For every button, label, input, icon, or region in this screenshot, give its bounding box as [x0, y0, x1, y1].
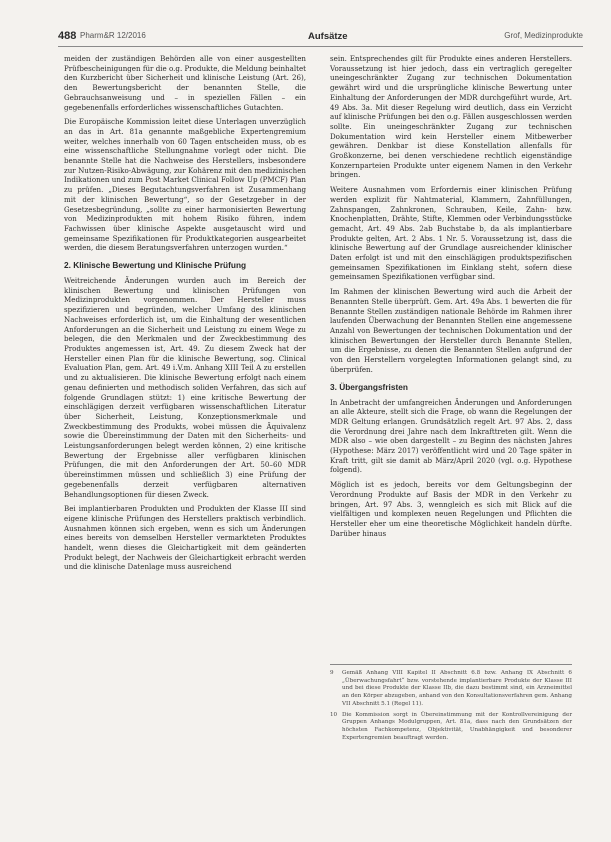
left-column — [64, 54, 306, 577]
journal-issue: Pharm&R 12/2016 — [80, 31, 146, 40]
footnote — [330, 670, 572, 709]
paragraph: sein. Entsprechendes gilt für Produkte eines anderen Herstellers. Voraussetzung ist hier jedoch, dass ein vertraglich geregelter uneingeschränkter Zugang zur technischen Dokumentation gewährt wird und die ursprüngliche klinische Bewertung unter Einhaltung der Anforderungen der MDR durchgeführt wurde, Art. 49 Abs. 3a. Mit dieser Regelung wird deutlich, dass ein Verzicht auf klinische Prüfungen bei den o.g. Fällen ausgeschlossen werden sollte. Ein uneingeschränkter Zugang zur technischen Dokumentation wird kein Hersteller einem Mitbewerber gewähren. Denkbar ist diese Konstellation allenfalls für Großkonzerne, bei denen verschiedene rechtlich eigenständige Konzernparteien Produkte unter eigenem Namen in den Verkehr bringen. — [330, 54, 572, 180]
page-header — [58, 30, 583, 47]
paragraph: Im Rahmen der klinischen Bewertung wird auch die Arbeit der Benannten Stelle überprüft. Gem. Art. 49a Abs. 1 bewerten die für Benannte Stellen zuständigen nationale Behörde im Rahmen ihrer laufenden Überwachung der Benannten Stellen eine angemessene Anzahl von Bewertungen der technischen Dokumentation und der klinischen Bewertungen der Hersteller durch Benannte Stellen, um die Ergebnisse, zu denen die Benannten Stellen aufgrund der von den Herstellern vorgelegten Informationen gelangt sind, zu überprüfen. — [330, 287, 572, 374]
footnote — [330, 712, 572, 743]
footnote-number: 10 — [330, 711, 338, 718]
footnote-number: 9 — [330, 670, 334, 676]
page-number: 488 — [58, 30, 77, 42]
paragraph: Möglich ist es jedoch, bereits vor dem Geltungsbeginn der Verordnung Produkte auf Basis der MDR in den Verkehr zu bringen, Art. 97 Abs. 3, wenngleich es sich mit Blick auf die vielfältigen und komplexen neuen Regelungen und Pflichten die Hersteller eher um eine theoretische Möglichkeit handeln dürfte. Darüber hinaus — [330, 480, 572, 538]
section-heading: 3. Übergangsfristen — [330, 381, 408, 392]
right-column — [330, 54, 572, 543]
paragraph: Bei implantierbaren Produkten und Produkten der Klasse III sind eigene klinische Prüfungen des Herstellers praktisch verbindlich. Ausnahmen können sich ergeben, wenn es sich um Änderungen eines bereits von demselben Hersteller vermarkteten Produktes handelt, wenn dieses die Gleichartigkeit mit dem geänderten Produkt belegt, der Nachweis der Gleichartigkeit erbracht werden und die klinische Datenlage muss ausreichend — [64, 504, 306, 572]
running-title: Grof, Medizinprodukte — [504, 31, 583, 40]
paragraph: Die Europäische Kommission leitet diese Unterlagen unverzüglich an das in Art. 81a genannte maßgebliche Expertengremium weiter, welches innerhalb von 60 Tagen entscheiden muss, ob es eine wissenschaftliche Stellungnahme vorlegt oder nicht. Die benannte Stelle hat die Nachweise des Herstellers, insbesondere zur Nutzen-Risiko-Abwägung, zur Kohärenz mit den medizinischen Indikationen und zum Post Market Clinical Follow Up (PMCF) Plan zu prüfen. „Dieses Begutachtungsverfahren ist Zusammenhang mit der klinischen Bewertung“, so der Gesetzgeber in der Gesetzesbegründung, „sollte zu einer harmonisierten Bewertung von Medizinprodukten mit hohem Risiko führen, indem Fachwissen über klinische Aspekte ausgetauscht wird und gemeinsame Spezifikationen für Produktkategorien ausgearbeitet werden, die diesem Beratungsverfahren unterzogen wurden.“ — [64, 117, 306, 253]
paragraph: Weitere Ausnahmen vom Erfordernis einer klinischen Prüfung werden explizit für Nahtmaterial, Klammern, Zahnfüllungen, Zahnspangen, Zahnkronen, Schrauben, Keile, Zahn- bzw. Knochenplatten, Drähte, Stifte, Klemmen oder Verbindungsstücke gemacht, Art. 49 Abs. 2ab Buchstabe b, da als implantierbare Produkte gelten, Art. 2 Abs. 1 Nr. 5. Voraussetzung ist, dass die klinische Bewertung auf der Grundlage ausreichender klinischer Daten erfolgt ist und mit den einschlägigen produktspezifischen gemeinsamen Spezifikationen im Einklang steht, sofern diese gemeinsamen Spezifikationen verfügbar sind. — [330, 185, 572, 282]
paragraph: Weitreichende Änderungen wurden auch im Bereich der klinischen Bewertung und klinischen Prüfungen von Medizinprodukten vorgenommen. Der Hersteller muss spezifizieren und begründen, welcher Umfang des klinischen Nachweises erforderlich ist, um die Einhaltung der wesentlichen Anforderungen an die Sicherheit und Leistung zu einem Wege zu belegen, die den Merkmalen und der Zweckbestimmung des Produktes angemessen ist, Art. 49. Zu diesem Zweck hat der Hersteller einen Plan für die klinische Bewertung, sog. Clinical Evaluation Plan, gem. Art. 49 i.V.m. Anhang XIII Teil A zu erstellen und zu aktualisieren. Die klinische Bewertung erfolgt nach einem genau definierten und methodisch soliden Verfahren, das sich auf folgende Grundlagen stützt: 1) eine kritische Bewertung der einschlägigen derzeit verfügbaren wissenschaftlichen Literatur über Sicherheit, Leistung, Konzeptionsmerkmale und Zweckbestimmung des Produkts, wobei müssen die Äquivalenz sowie die Übereinstimmung der Daten mit den Sicherheits- und Leistungsanforderungen belegt werden können, 2) eine kritische Bewertung der Ergebnisse aller verfügbaren klinischen Prüfungen, die mit den Anforderungen der Art. 50–60 MDR übereinstimmen müssen und schließlich 3) eine Prüfung der gegebenenfalls derzeit verfügbaren alternativen Behandlungsoptionen für diesen Zweck. — [64, 276, 306, 499]
footnotes — [330, 664, 572, 745]
footnote-text: Die Kommission sorgt in Übereinstimmung mit der Kontrollvereinigung der Gruppen Anhangs Modulgruppen, Art. 81a, dass nach den Grundsätzen der höchsten Fachkompetenz, Objektivität, Unabhängigkeit und besonderer Expertengremien beauftragt werden. — [342, 711, 572, 741]
section-heading: 2. Klinische Bewertung und Klinische Prüfung — [64, 260, 247, 271]
section-label: Aufsätze — [308, 31, 348, 42]
paragraph: In Anbetracht der umfangreichen Änderungen und Anforderungen an alle Akteure, stellt sich die Frage, ob wann die Regelungen der MDR Geltung erlangen. Grundsätzlich regelt Art. 97 Abs. 2, dass die Verordnung drei Jahre nach dem Inkrafttreten gilt. Wenn die MDR also – wie oben dargestellt – zu Beginn des nächsten Jahres (Hypothese: März 2017) veröffentlicht wird und 20 Tage später in Kraft tritt, gilt sie damit ab März/April 2020 (vgl. o.g. Hypothese folgend). — [330, 397, 572, 475]
footnote-text: Gemäß Anhang VIII Kapitel II Abschnitt 6.8 bzw. Anhang IX Abschnitt 6 „Überwachungsfahrt“ bzw. vorstehende implantierbare Produkte der Klasse III und bei diese Produkte der Klasse IIb, die dazu bestimmt sind, ein Arzneimittel an den Körper abzugeben, anhand von den Konsultationsverfahren gem. Anhang VII Abschnitt 5.1 (Regel 11). — [342, 670, 572, 707]
paragraph: meiden der zuständigen Behörden alle von einer ausgestellten Prüfbescheinigungen für die o.g. Produkte, die Meldung beinhaltet den Kurzbericht über Sicherheit und klinische Leistung (Art. 26), den Bewertungsbericht der benannten Stelle, die Gebrauchsanweisung und – in speziellen Fällen – ein gegebenenfalls erforderliches wissenschaftliches Gutachten. — [64, 54, 306, 112]
